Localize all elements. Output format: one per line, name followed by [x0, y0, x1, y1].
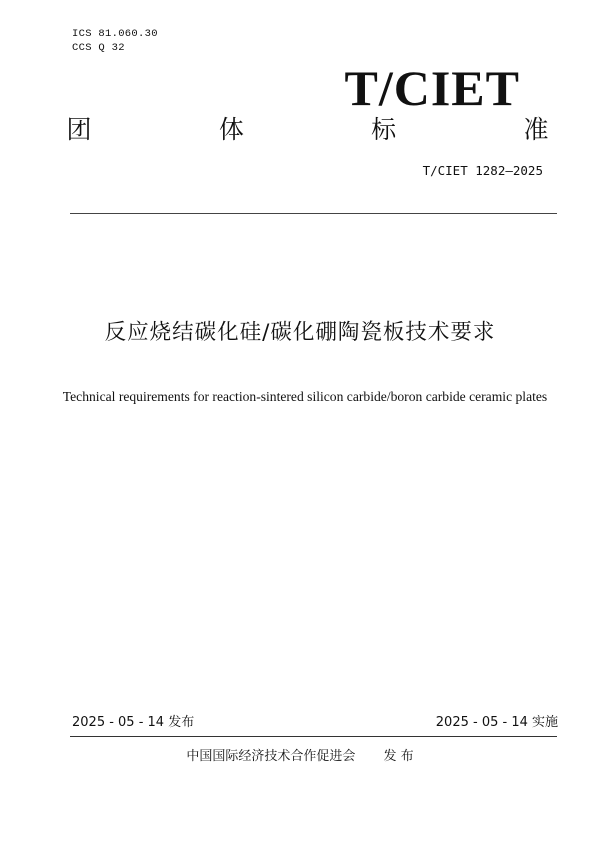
standard-logo: T/CIET [344, 60, 520, 116]
footer-divider [70, 736, 557, 737]
implementation-date: 2025 - 05 - 14 实施 [435, 715, 558, 730]
release-date: 2025 - 05 - 14 发布 [72, 715, 195, 730]
header-divider [70, 213, 557, 214]
publisher-name: 中国国际经济技术合作促进会 [186, 749, 356, 764]
ics-code: ICS 81.060.30 [72, 28, 158, 40]
title-chinese: 反应烧结碳化硅/碳化硼陶瓷板技术要求 [104, 320, 496, 345]
publisher-line [0, 748, 600, 766]
category-char: 标 [371, 115, 397, 144]
category-char: 准 [523, 115, 549, 144]
category-char: 体 [218, 115, 244, 144]
classification-codes [72, 27, 158, 55]
ccs-code: CCS Q 32 [72, 42, 125, 54]
standard-number: T/CIET 1282—2025 [422, 163, 543, 178]
publisher-action: 发 布 [383, 749, 414, 764]
standard-category [60, 113, 555, 147]
title-english: Technical requirements for reaction-sintered silicon carbide/boron carbide ceramic plates [62, 389, 548, 404]
category-char: 团 [66, 115, 92, 144]
